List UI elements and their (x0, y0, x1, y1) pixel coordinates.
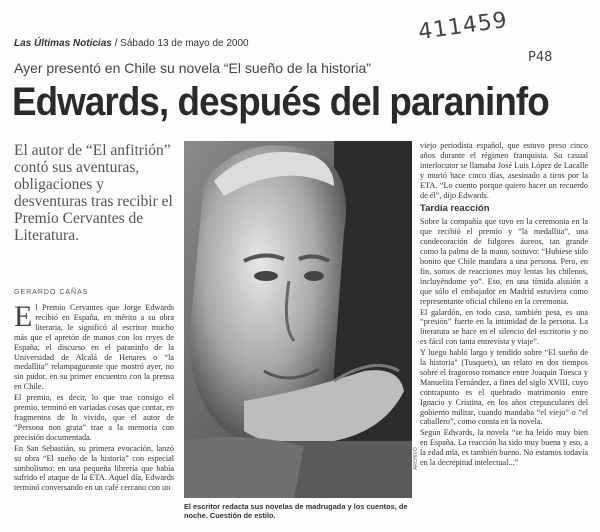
section-subhead: Tardía reacción (420, 203, 490, 215)
paragraph: El Premio Cervantes que Jorge Edwards recibió en España, en mérito a su obra literaria, le significó al escritor mucho más que el apretón de manos con los reyes de España, el discurso en el paraninfo de la Universidad de Alcalá de Henares o “la medallita” relampagueante que mostró ayer, no sin pudor, en su primer encuentro con la prensa en Chile. (14, 300, 174, 392)
article-column-right (420, 141, 588, 469)
drop-cap: E (14, 300, 33, 333)
author-photo-image (184, 141, 412, 498)
author-photo (184, 141, 412, 498)
paragraph: Sobre la compañía que tuvo en la ceremonia en la que recibió el premio y “la medallita”, una condecoración de fulgores áureos, tan grande como la palma de la mano, sostuvo: “Hubiese sido bonito que Chile mandara a una persona. Pero, en fin, somos de reacciones muy lentas los chilenos, incluyéndome yo”. Eso, en una tímida alusión a que sólo el embajador en Madrid estuviera como representante oficial chileno en la ceremonia. (420, 217, 588, 306)
handwritten-page-number: P48 (528, 50, 553, 65)
paragraph: Y luego habló largo y tendido sobre “El sueño de la historia” (Tusquets), un relato en dos tiempos sobre el fragoroso romance entre Joaquín Toesca y Manuelita Fernández, a fines del siglo XVIII, cuyo contrapunto es el quebrado matrimonio entre Ignacio y Cristina, en los años crepusculares del gobierno militar, cuando mandaba “el viejo” o “el caballero”, como consta en la novela. (420, 348, 588, 427)
paragraph: viejo periodista español, que estuvo preso cinco años durante el régimen franquista. Su casual interlocutor se llamaba José Luis López de Lacalle y murió hace cinco días, asesinado a tiros por la ETA. “Lo cuento porque quiero hacer un recuerdo de él”, dijo Edwards. (420, 141, 588, 200)
issue-date: / Sábado 13 de mayo de 2000 (111, 38, 249, 49)
masthead (14, 38, 249, 49)
article-headline: Edwards, después del paraninfo (12, 80, 549, 124)
article-byline: GERARDO CAÑAS (14, 289, 89, 296)
article-lead: El autor de “El anfitrión” contó sus aventuras, obligaciones y desventuras tras recibir el Premio Cervantes de Literatura. (14, 142, 173, 244)
paragraph: El premio, es decir, lo que trae consigo el premio, terminó en variadas cosas que contar, en fragmentos de lo vivido, que el autor de “Persona non grata” trae a la memoria con precisión documentada. (14, 393, 174, 442)
handwritten-archive-code: 411459 (416, 7, 510, 46)
article-kicker: Ayer presentó en Chile su novela “El sueño de la historia” (14, 60, 371, 76)
newspaper-name: Las Últimas Noticias (14, 38, 112, 49)
photo-caption: El escritor redacta sus novelas de madrugada y los cuentos, de noche. Cuestión de estilo. (184, 502, 408, 520)
photo-credit: ARCHIVO (413, 447, 419, 470)
article-column-left (14, 300, 174, 494)
paragraph: El galardón, en todo caso, también pesa, es una “presión” fuerte en la intimidad de la persona. La literatura se hace en el silencio del escritorio y no es fácil con tanta entrevista y viaje”. (420, 307, 588, 347)
paragraph: En San Sebastián, su primera evocación, lanzó su obra “El sueño de la historia” con especial simbolismo: en una pequeña librería que había sufrido el ataque de la ETA. Aquel día, Edwards terminó conversando en un café cercano con un (14, 443, 174, 493)
paragraph: Según Edwards, la novela “se ha leído muy bien en España. La reacción ha sido muy buena y eso, a la edad mía, es también bueno. No estamos todavía en la decrepitud intelectual...” (420, 428, 588, 468)
